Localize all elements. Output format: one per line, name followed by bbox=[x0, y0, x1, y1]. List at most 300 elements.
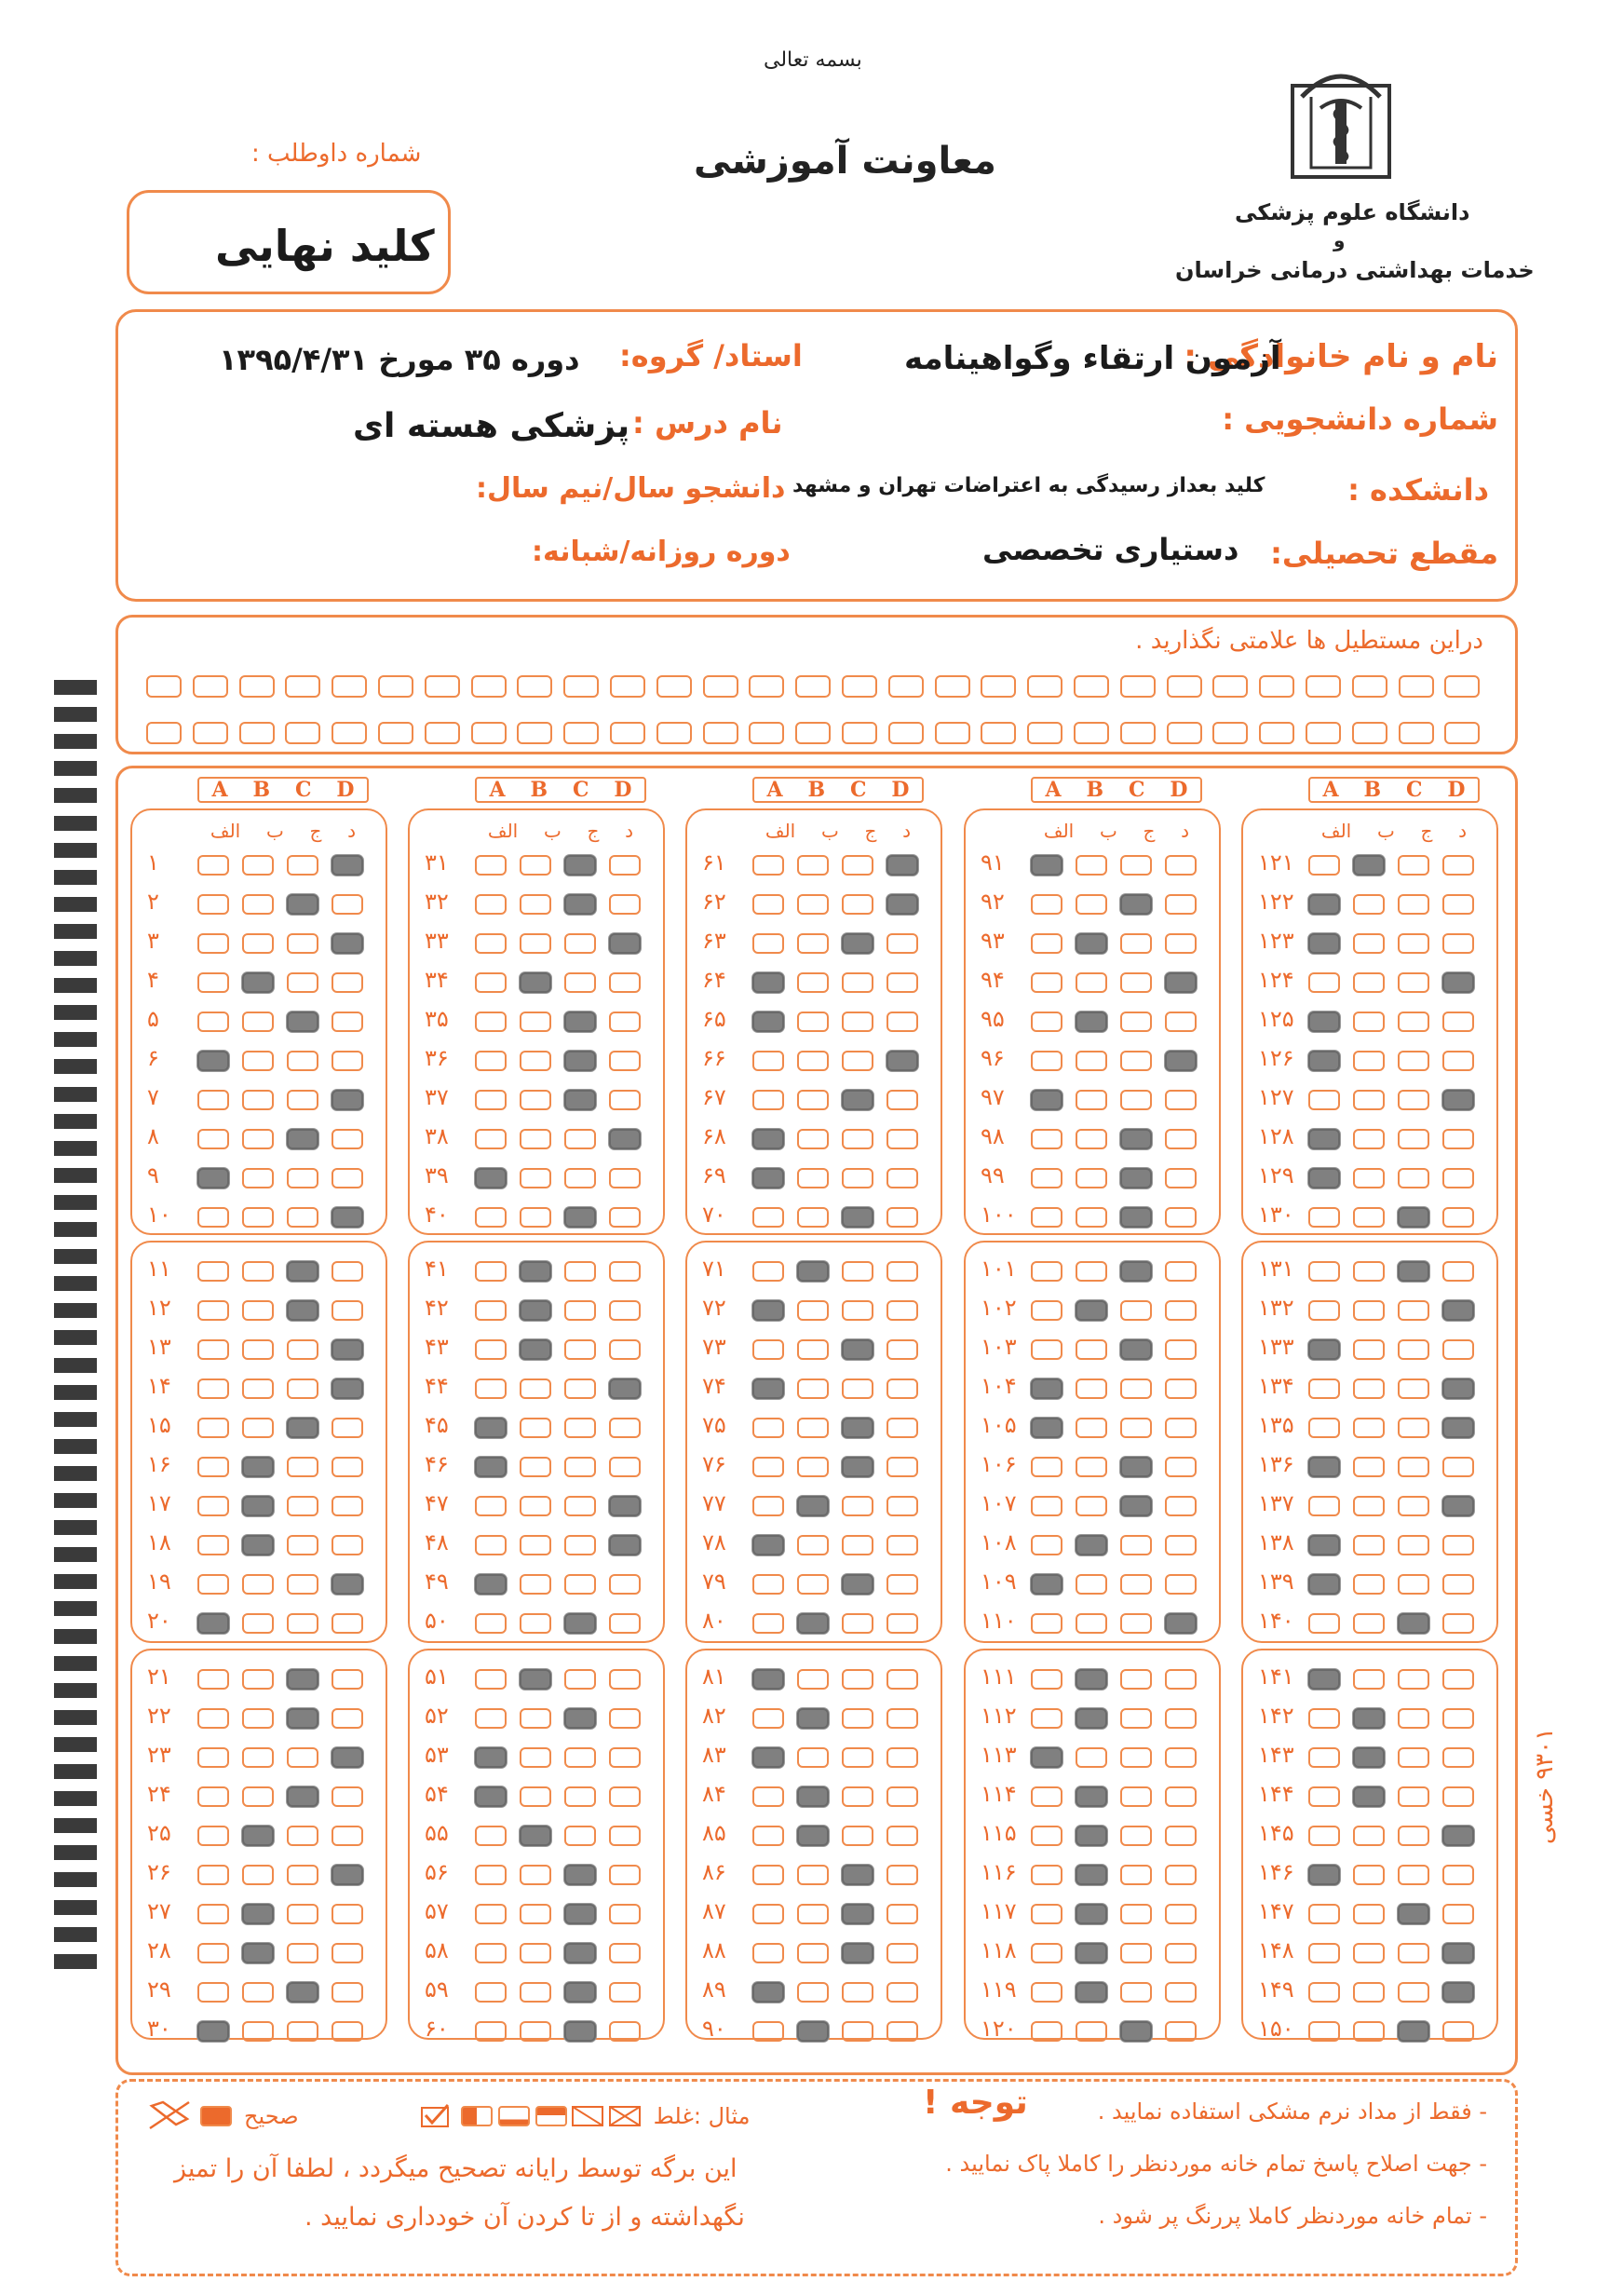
answer-bubble[interactable] bbox=[1353, 1339, 1385, 1360]
answer-bubble[interactable] bbox=[1076, 1496, 1107, 1516]
answer-bubble[interactable] bbox=[287, 1457, 318, 1477]
answer-bubble[interactable] bbox=[1308, 1574, 1340, 1595]
answer-bubble[interactable] bbox=[564, 855, 596, 876]
answer-bubble[interactable] bbox=[1398, 1168, 1429, 1188]
answer-bubble[interactable] bbox=[332, 1012, 363, 1032]
answer-bubble[interactable] bbox=[287, 1418, 318, 1438]
answer-bubble[interactable] bbox=[287, 1168, 318, 1188]
answer-bubble[interactable] bbox=[332, 1826, 363, 1846]
answer-bubble[interactable] bbox=[1442, 1747, 1474, 1768]
answer-bubble[interactable] bbox=[520, 1129, 551, 1149]
answer-bubble[interactable] bbox=[1308, 1865, 1340, 1885]
answer-bubble[interactable] bbox=[797, 1418, 829, 1438]
answer-bubble[interactable] bbox=[520, 1574, 551, 1595]
answer-bubble[interactable] bbox=[197, 1168, 229, 1188]
answer-bubble[interactable] bbox=[242, 1904, 274, 1924]
answer-bubble[interactable] bbox=[332, 1786, 363, 1807]
answer-bubble[interactable] bbox=[609, 1747, 641, 1768]
answer-bubble[interactable] bbox=[520, 1708, 551, 1729]
answer-bubble[interactable] bbox=[287, 1904, 318, 1924]
answer-bubble[interactable] bbox=[842, 1535, 873, 1555]
answer-bubble[interactable] bbox=[1076, 1300, 1107, 1321]
answer-bubble[interactable] bbox=[1398, 1535, 1429, 1555]
answer-bubble[interactable] bbox=[475, 933, 507, 954]
answer-bubble[interactable] bbox=[1031, 1535, 1062, 1555]
answer-bubble[interactable] bbox=[1031, 1339, 1062, 1360]
answer-bubble[interactable] bbox=[1165, 1865, 1197, 1885]
answer-bubble[interactable] bbox=[1031, 1418, 1062, 1438]
answer-bubble[interactable] bbox=[1076, 1708, 1107, 1729]
answer-bubble[interactable] bbox=[1398, 855, 1429, 876]
answer-bubble[interactable] bbox=[1308, 1261, 1340, 1282]
answer-bubble[interactable] bbox=[1442, 1943, 1474, 1963]
answer-bubble[interactable] bbox=[1031, 1574, 1062, 1595]
answer-bubble[interactable] bbox=[197, 1261, 229, 1282]
answer-bubble[interactable] bbox=[1308, 1012, 1340, 1032]
answer-bubble[interactable] bbox=[886, 1943, 918, 1963]
answer-bubble[interactable] bbox=[1165, 1708, 1197, 1729]
answer-bubble[interactable] bbox=[1076, 1786, 1107, 1807]
answer-bubble[interactable] bbox=[1120, 1261, 1152, 1282]
answer-bubble[interactable] bbox=[1353, 2021, 1385, 2042]
answer-bubble[interactable] bbox=[1308, 1826, 1340, 1846]
answer-bubble[interactable] bbox=[1165, 1535, 1197, 1555]
answer-bubble[interactable] bbox=[197, 1708, 229, 1729]
answer-bubble[interactable] bbox=[752, 1904, 784, 1924]
answer-bubble[interactable] bbox=[564, 1747, 596, 1768]
answer-bubble[interactable] bbox=[520, 1943, 551, 1963]
answer-bubble[interactable] bbox=[1120, 2021, 1152, 2042]
answer-bubble[interactable] bbox=[1031, 1457, 1062, 1477]
answer-bubble[interactable] bbox=[797, 1826, 829, 1846]
answer-bubble[interactable] bbox=[1120, 855, 1152, 876]
answer-bubble[interactable] bbox=[752, 1747, 784, 1768]
answer-bubble[interactable] bbox=[475, 894, 507, 915]
answer-bubble[interactable] bbox=[332, 1904, 363, 1924]
answer-bubble[interactable] bbox=[1398, 1943, 1429, 1963]
answer-bubble[interactable] bbox=[609, 1904, 641, 1924]
answer-bubble[interactable] bbox=[1076, 1865, 1107, 1885]
answer-bubble[interactable] bbox=[287, 894, 318, 915]
answer-bubble[interactable] bbox=[332, 1535, 363, 1555]
answer-bubble[interactable] bbox=[242, 894, 274, 915]
answer-bubble[interactable] bbox=[609, 1168, 641, 1188]
answer-bubble[interactable] bbox=[242, 1168, 274, 1188]
answer-bubble[interactable] bbox=[886, 1747, 918, 1768]
answer-bubble[interactable] bbox=[1398, 1012, 1429, 1032]
answer-bubble[interactable] bbox=[197, 1129, 229, 1149]
answer-bubble[interactable] bbox=[609, 1982, 641, 2003]
answer-bubble[interactable] bbox=[1120, 1090, 1152, 1110]
answer-bubble[interactable] bbox=[842, 1339, 873, 1360]
answer-bubble[interactable] bbox=[332, 1943, 363, 1963]
answer-bubble[interactable] bbox=[332, 1378, 363, 1399]
answer-bubble[interactable] bbox=[1120, 894, 1152, 915]
answer-bubble[interactable] bbox=[886, 1051, 918, 1071]
answer-bubble[interactable] bbox=[520, 1418, 551, 1438]
answer-bubble[interactable] bbox=[1031, 1129, 1062, 1149]
answer-bubble[interactable] bbox=[475, 2021, 507, 2042]
answer-bubble[interactable] bbox=[842, 855, 873, 876]
answer-bubble[interactable] bbox=[197, 894, 229, 915]
answer-bubble[interactable] bbox=[520, 1207, 551, 1228]
answer-bubble[interactable] bbox=[797, 1786, 829, 1807]
answer-bubble[interactable] bbox=[332, 1457, 363, 1477]
answer-bubble[interactable] bbox=[242, 1574, 274, 1595]
answer-bubble[interactable] bbox=[886, 1669, 918, 1690]
answer-bubble[interactable] bbox=[564, 1378, 596, 1399]
answer-bubble[interactable] bbox=[1308, 1378, 1340, 1399]
answer-bubble[interactable] bbox=[1120, 1457, 1152, 1477]
answer-bubble[interactable] bbox=[1120, 1168, 1152, 1188]
answer-bubble[interactable] bbox=[1031, 1982, 1062, 2003]
answer-bubble[interactable] bbox=[242, 1669, 274, 1690]
answer-bubble[interactable] bbox=[475, 1904, 507, 1924]
answer-bubble[interactable] bbox=[1120, 1786, 1152, 1807]
answer-bubble[interactable] bbox=[564, 1418, 596, 1438]
answer-bubble[interactable] bbox=[1398, 2021, 1429, 2042]
answer-bubble[interactable] bbox=[609, 1865, 641, 1885]
answer-bubble[interactable] bbox=[475, 1378, 507, 1399]
answer-bubble[interactable] bbox=[1120, 1943, 1152, 1963]
answer-bubble[interactable] bbox=[242, 1378, 274, 1399]
answer-bubble[interactable] bbox=[1308, 1708, 1340, 1729]
answer-bubble[interactable] bbox=[842, 1418, 873, 1438]
answer-bubble[interactable] bbox=[1120, 1418, 1152, 1438]
answer-bubble[interactable] bbox=[475, 1090, 507, 1110]
answer-bubble[interactable] bbox=[1031, 1378, 1062, 1399]
answer-bubble[interactable] bbox=[332, 1669, 363, 1690]
answer-bubble[interactable] bbox=[564, 1613, 596, 1634]
answer-bubble[interactable] bbox=[1398, 1339, 1429, 1360]
answer-bubble[interactable] bbox=[842, 1613, 873, 1634]
answer-bubble[interactable] bbox=[1353, 1496, 1385, 1516]
answer-bubble[interactable] bbox=[332, 972, 363, 993]
answer-bubble[interactable] bbox=[1353, 894, 1385, 915]
answer-bubble[interactable] bbox=[1308, 1457, 1340, 1477]
answer-bubble[interactable] bbox=[1076, 1051, 1107, 1071]
answer-bubble[interactable] bbox=[886, 1090, 918, 1110]
answer-bubble[interactable] bbox=[287, 1865, 318, 1885]
answer-bubble[interactable] bbox=[475, 1669, 507, 1690]
answer-bubble[interactable] bbox=[242, 1826, 274, 1846]
answer-bubble[interactable] bbox=[1031, 1207, 1062, 1228]
answer-bubble[interactable] bbox=[520, 1826, 551, 1846]
answer-bubble[interactable] bbox=[520, 2021, 551, 2042]
answer-bubble[interactable] bbox=[564, 1261, 596, 1282]
answer-bubble[interactable] bbox=[886, 894, 918, 915]
answer-bubble[interactable] bbox=[520, 1496, 551, 1516]
answer-bubble[interactable] bbox=[564, 1129, 596, 1149]
answer-bubble[interactable] bbox=[197, 1669, 229, 1690]
answer-bubble[interactable] bbox=[1076, 855, 1107, 876]
answer-bubble[interactable] bbox=[332, 1261, 363, 1282]
answer-bubble[interactable] bbox=[1165, 1339, 1197, 1360]
answer-bubble[interactable] bbox=[332, 1168, 363, 1188]
answer-bubble[interactable] bbox=[1353, 1669, 1385, 1690]
answer-bubble[interactable] bbox=[1442, 1261, 1474, 1282]
answer-bubble[interactable] bbox=[242, 1535, 274, 1555]
answer-bubble[interactable] bbox=[564, 1982, 596, 2003]
answer-bubble[interactable] bbox=[1120, 1496, 1152, 1516]
answer-bubble[interactable] bbox=[1442, 1090, 1474, 1110]
answer-bubble[interactable] bbox=[1398, 1378, 1429, 1399]
answer-bubble[interactable] bbox=[197, 1904, 229, 1924]
answer-bubble[interactable] bbox=[752, 894, 784, 915]
answer-bubble[interactable] bbox=[886, 1168, 918, 1188]
answer-bubble[interactable] bbox=[842, 1747, 873, 1768]
answer-bubble[interactable] bbox=[886, 2021, 918, 2042]
answer-bubble[interactable] bbox=[242, 933, 274, 954]
answer-bubble[interactable] bbox=[1165, 1261, 1197, 1282]
answer-bubble[interactable] bbox=[842, 972, 873, 993]
answer-bubble[interactable] bbox=[797, 1457, 829, 1477]
answer-bubble[interactable] bbox=[287, 1747, 318, 1768]
answer-bubble[interactable] bbox=[242, 1300, 274, 1321]
answer-bubble[interactable] bbox=[475, 1982, 507, 2003]
answer-bubble[interactable] bbox=[752, 1943, 784, 1963]
answer-bubble[interactable] bbox=[242, 1090, 274, 1110]
answer-bubble[interactable] bbox=[1398, 1786, 1429, 1807]
answer-bubble[interactable] bbox=[797, 1574, 829, 1595]
answer-bubble[interactable] bbox=[752, 1012, 784, 1032]
answer-bubble[interactable] bbox=[475, 855, 507, 876]
answer-bubble[interactable] bbox=[1120, 1339, 1152, 1360]
answer-bubble[interactable] bbox=[1353, 1826, 1385, 1846]
answer-bubble[interactable] bbox=[1031, 1613, 1062, 1634]
answer-bubble[interactable] bbox=[609, 1574, 641, 1595]
answer-bubble[interactable] bbox=[797, 1090, 829, 1110]
answer-bubble[interactable] bbox=[842, 1904, 873, 1924]
answer-bubble[interactable] bbox=[1398, 933, 1429, 954]
answer-bubble[interactable] bbox=[1031, 855, 1062, 876]
answer-bubble[interactable] bbox=[1031, 1300, 1062, 1321]
answer-bubble[interactable] bbox=[842, 1207, 873, 1228]
answer-bubble[interactable] bbox=[520, 1168, 551, 1188]
answer-bubble[interactable] bbox=[1308, 1051, 1340, 1071]
answer-bubble[interactable] bbox=[1076, 1168, 1107, 1188]
answer-bubble[interactable] bbox=[752, 1535, 784, 1555]
answer-bubble[interactable] bbox=[287, 1535, 318, 1555]
answer-bubble[interactable] bbox=[609, 894, 641, 915]
answer-bubble[interactable] bbox=[520, 894, 551, 915]
answer-bubble[interactable] bbox=[1353, 1786, 1385, 1807]
answer-bubble[interactable] bbox=[520, 1904, 551, 1924]
answer-bubble[interactable] bbox=[1076, 2021, 1107, 2042]
answer-bubble[interactable] bbox=[1076, 1943, 1107, 1963]
answer-bubble[interactable] bbox=[1308, 1129, 1340, 1149]
answer-bubble[interactable] bbox=[842, 1168, 873, 1188]
answer-bubble[interactable] bbox=[475, 1300, 507, 1321]
answer-bubble[interactable] bbox=[287, 1012, 318, 1032]
answer-bubble[interactable] bbox=[797, 1261, 829, 1282]
answer-bubble[interactable] bbox=[609, 1051, 641, 1071]
answer-bubble[interactable] bbox=[475, 1943, 507, 1963]
answer-bubble[interactable] bbox=[752, 1051, 784, 1071]
answer-bubble[interactable] bbox=[1442, 1168, 1474, 1188]
answer-bubble[interactable] bbox=[1442, 1378, 1474, 1399]
answer-bubble[interactable] bbox=[752, 1669, 784, 1690]
answer-bubble[interactable] bbox=[520, 1378, 551, 1399]
answer-bubble[interactable] bbox=[1398, 1261, 1429, 1282]
answer-bubble[interactable] bbox=[287, 1051, 318, 1071]
answer-bubble[interactable] bbox=[752, 1496, 784, 1516]
answer-bubble[interactable] bbox=[1120, 1051, 1152, 1071]
answer-bubble[interactable] bbox=[475, 1012, 507, 1032]
answer-bubble[interactable] bbox=[1442, 1339, 1474, 1360]
answer-bubble[interactable] bbox=[1120, 1129, 1152, 1149]
answer-bubble[interactable] bbox=[1353, 1574, 1385, 1595]
answer-bubble[interactable] bbox=[564, 1535, 596, 1555]
answer-bubble[interactable] bbox=[752, 1574, 784, 1595]
answer-bubble[interactable] bbox=[1442, 972, 1474, 993]
answer-bubble[interactable] bbox=[197, 972, 229, 993]
answer-bubble[interactable] bbox=[1442, 1535, 1474, 1555]
answer-bubble[interactable] bbox=[842, 1943, 873, 1963]
answer-bubble[interactable] bbox=[242, 1943, 274, 1963]
answer-bubble[interactable] bbox=[1398, 1574, 1429, 1595]
answer-bubble[interactable] bbox=[1165, 1378, 1197, 1399]
answer-bubble[interactable] bbox=[520, 1982, 551, 2003]
answer-bubble[interactable] bbox=[564, 972, 596, 993]
answer-bubble[interactable] bbox=[287, 1982, 318, 2003]
answer-bubble[interactable] bbox=[1031, 933, 1062, 954]
answer-bubble[interactable] bbox=[287, 1378, 318, 1399]
answer-bubble[interactable] bbox=[197, 1943, 229, 1963]
answer-bubble[interactable] bbox=[752, 855, 784, 876]
answer-bubble[interactable] bbox=[1031, 1747, 1062, 1768]
answer-bubble[interactable] bbox=[1398, 972, 1429, 993]
answer-bubble[interactable] bbox=[842, 1300, 873, 1321]
answer-bubble[interactable] bbox=[842, 1261, 873, 1282]
answer-bubble[interactable] bbox=[475, 1535, 507, 1555]
answer-bubble[interactable] bbox=[197, 1207, 229, 1228]
answer-bubble[interactable] bbox=[332, 933, 363, 954]
answer-bubble[interactable] bbox=[842, 2021, 873, 2042]
answer-bubble[interactable] bbox=[1308, 894, 1340, 915]
answer-bubble[interactable] bbox=[1353, 1708, 1385, 1729]
answer-bubble[interactable] bbox=[1353, 1457, 1385, 1477]
answer-bubble[interactable] bbox=[1076, 1574, 1107, 1595]
answer-bubble[interactable] bbox=[1076, 933, 1107, 954]
answer-bubble[interactable] bbox=[520, 1012, 551, 1032]
answer-bubble[interactable] bbox=[797, 1339, 829, 1360]
answer-bubble[interactable] bbox=[1031, 1012, 1062, 1032]
answer-bubble[interactable] bbox=[1308, 1300, 1340, 1321]
answer-bubble[interactable] bbox=[1031, 1904, 1062, 1924]
answer-bubble[interactable] bbox=[1353, 1982, 1385, 2003]
answer-bubble[interactable] bbox=[886, 1418, 918, 1438]
answer-bubble[interactable] bbox=[1165, 2021, 1197, 2042]
answer-bubble[interactable] bbox=[1031, 1826, 1062, 1846]
answer-bubble[interactable] bbox=[1076, 1613, 1107, 1634]
answer-bubble[interactable] bbox=[242, 1747, 274, 1768]
answer-bubble[interactable] bbox=[1076, 1747, 1107, 1768]
answer-bubble[interactable] bbox=[886, 855, 918, 876]
answer-bubble[interactable] bbox=[1120, 1207, 1152, 1228]
answer-bubble[interactable] bbox=[520, 1261, 551, 1282]
answer-bubble[interactable] bbox=[1398, 1090, 1429, 1110]
answer-bubble[interactable] bbox=[520, 972, 551, 993]
answer-bubble[interactable] bbox=[287, 1090, 318, 1110]
answer-bubble[interactable] bbox=[332, 1300, 363, 1321]
answer-bubble[interactable] bbox=[609, 2021, 641, 2042]
answer-bubble[interactable] bbox=[1165, 1012, 1197, 1032]
answer-bubble[interactable] bbox=[1120, 1982, 1152, 2003]
answer-bubble[interactable] bbox=[1031, 1708, 1062, 1729]
answer-bubble[interactable] bbox=[1165, 1747, 1197, 1768]
answer-bubble[interactable] bbox=[1442, 1613, 1474, 1634]
answer-bubble[interactable] bbox=[197, 1012, 229, 1032]
answer-bubble[interactable] bbox=[886, 1012, 918, 1032]
answer-bubble[interactable] bbox=[520, 1051, 551, 1071]
answer-bubble[interactable] bbox=[1120, 1012, 1152, 1032]
answer-bubble[interactable] bbox=[197, 1378, 229, 1399]
answer-bubble[interactable] bbox=[1353, 1207, 1385, 1228]
answer-bubble[interactable] bbox=[609, 1418, 641, 1438]
answer-bubble[interactable] bbox=[1120, 1747, 1152, 1768]
answer-bubble[interactable] bbox=[287, 1207, 318, 1228]
answer-bubble[interactable] bbox=[842, 1574, 873, 1595]
answer-bubble[interactable] bbox=[1165, 1669, 1197, 1690]
answer-bubble[interactable] bbox=[1165, 1168, 1197, 1188]
answer-bubble[interactable] bbox=[1165, 1943, 1197, 1963]
answer-bubble[interactable] bbox=[197, 1051, 229, 1071]
answer-bubble[interactable] bbox=[752, 1090, 784, 1110]
answer-bubble[interactable] bbox=[1120, 1669, 1152, 1690]
answer-bubble[interactable] bbox=[332, 1982, 363, 2003]
answer-bubble[interactable] bbox=[520, 1865, 551, 1885]
answer-bubble[interactable] bbox=[1442, 1982, 1474, 2003]
answer-bubble[interactable] bbox=[332, 1574, 363, 1595]
answer-bubble[interactable] bbox=[1353, 1051, 1385, 1071]
answer-bubble[interactable] bbox=[287, 1129, 318, 1149]
answer-bubble[interactable] bbox=[1120, 1826, 1152, 1846]
answer-bubble[interactable] bbox=[564, 1574, 596, 1595]
answer-bubble[interactable] bbox=[1442, 894, 1474, 915]
answer-bubble[interactable] bbox=[242, 1496, 274, 1516]
answer-bubble[interactable] bbox=[842, 1496, 873, 1516]
answer-bubble[interactable] bbox=[886, 1300, 918, 1321]
answer-bubble[interactable] bbox=[1398, 1826, 1429, 1846]
answer-bubble[interactable] bbox=[1398, 1300, 1429, 1321]
answer-bubble[interactable] bbox=[797, 1496, 829, 1516]
answer-bubble[interactable] bbox=[1308, 1982, 1340, 2003]
answer-bubble[interactable] bbox=[1308, 1943, 1340, 1963]
answer-bubble[interactable] bbox=[752, 1378, 784, 1399]
answer-bubble[interactable] bbox=[842, 1982, 873, 2003]
answer-bubble[interactable] bbox=[797, 1943, 829, 1963]
answer-bubble[interactable] bbox=[1308, 855, 1340, 876]
answer-bubble[interactable] bbox=[1353, 1613, 1385, 1634]
answer-bubble[interactable] bbox=[1353, 1168, 1385, 1188]
answer-bubble[interactable] bbox=[332, 1708, 363, 1729]
answer-bubble[interactable] bbox=[242, 1786, 274, 1807]
answer-bubble[interactable] bbox=[752, 933, 784, 954]
answer-bubble[interactable] bbox=[1308, 1339, 1340, 1360]
answer-bubble[interactable] bbox=[609, 1129, 641, 1149]
answer-bubble[interactable] bbox=[797, 1378, 829, 1399]
answer-bubble[interactable] bbox=[1308, 1090, 1340, 1110]
answer-bubble[interactable] bbox=[564, 1457, 596, 1477]
answer-bubble[interactable] bbox=[797, 2021, 829, 2042]
answer-bubble[interactable] bbox=[1120, 972, 1152, 993]
answer-bubble[interactable] bbox=[842, 933, 873, 954]
answer-bubble[interactable] bbox=[1308, 1613, 1340, 1634]
answer-bubble[interactable] bbox=[886, 1129, 918, 1149]
answer-bubble[interactable] bbox=[797, 1708, 829, 1729]
answer-bubble[interactable] bbox=[1308, 1786, 1340, 1807]
